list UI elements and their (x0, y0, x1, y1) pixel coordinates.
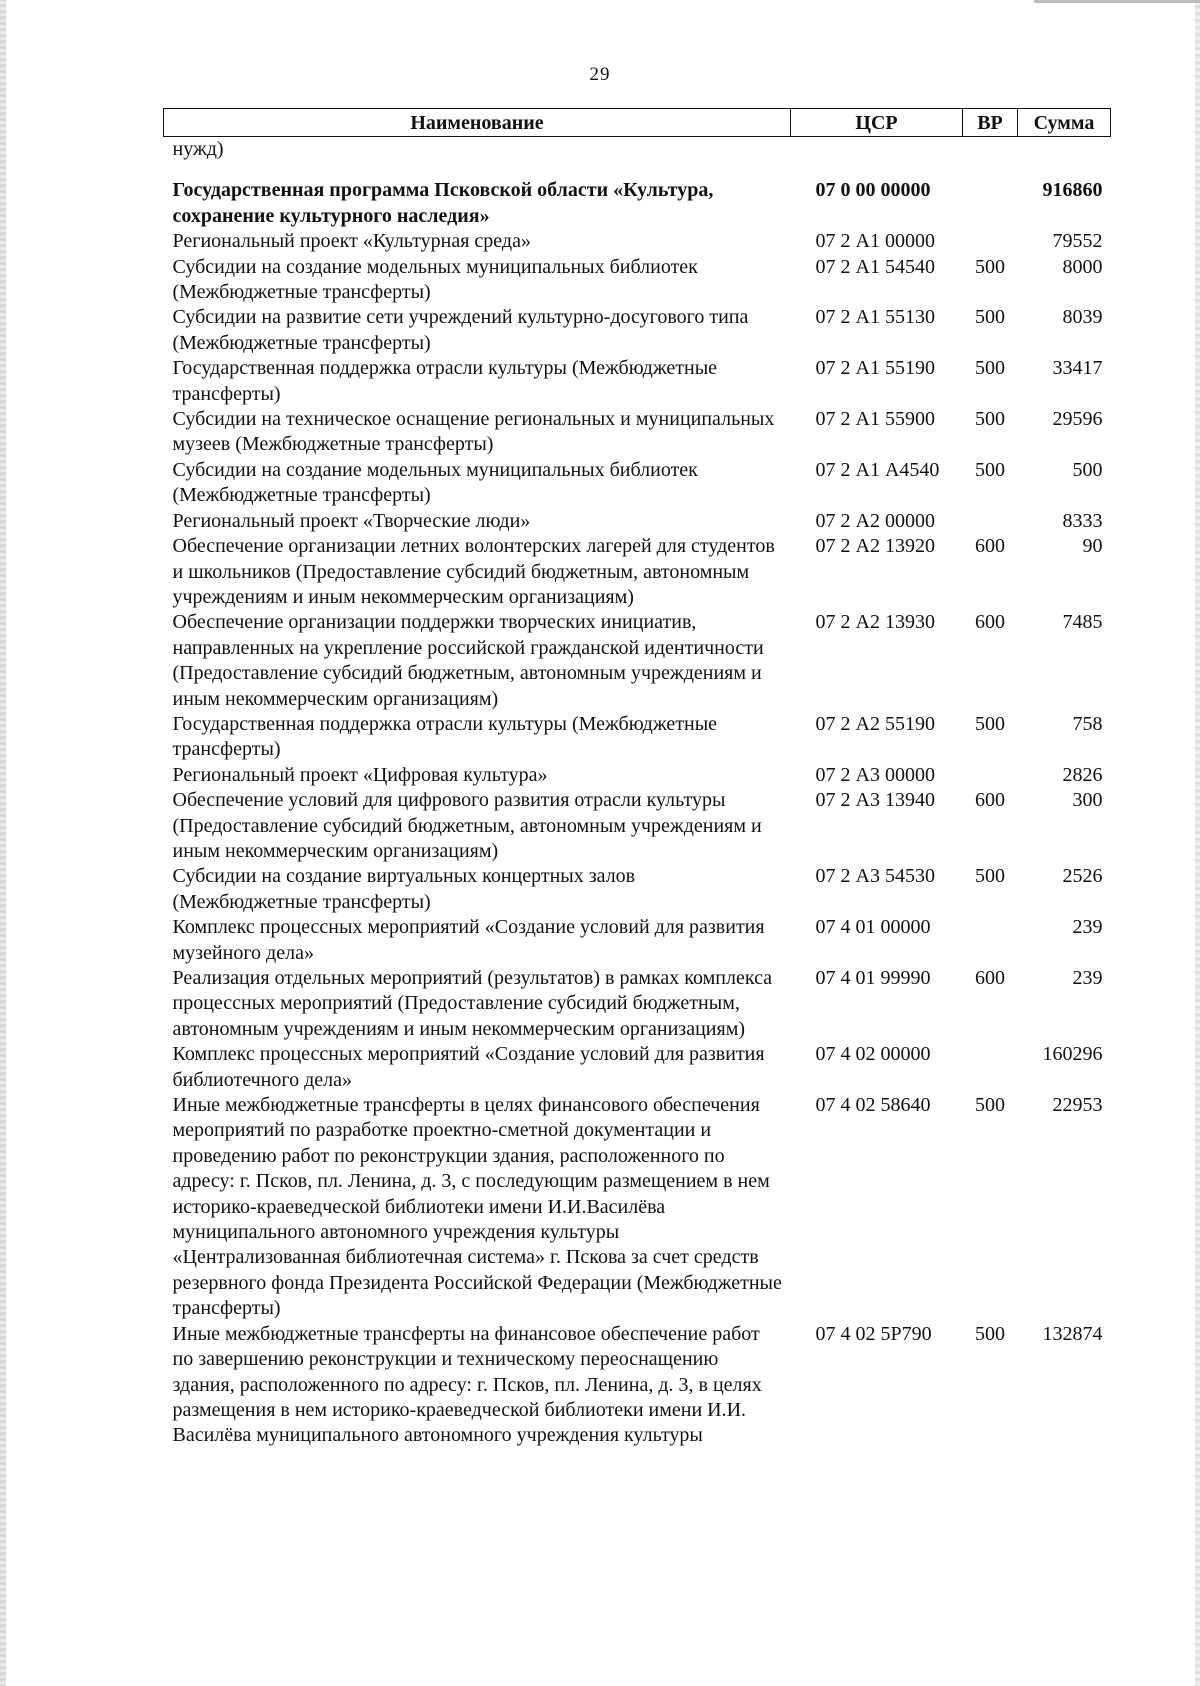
header-row (164, 109, 1111, 137)
table-row (164, 229, 1111, 254)
cell-csr: 07 2 А3 54530 (815, 865, 935, 888)
cell-vr: 500 (975, 712, 1005, 735)
cell-vr (963, 915, 1018, 966)
budget-table (163, 108, 1111, 1449)
cell-name: Обеспечение условий для цифрового развития отрасли культуры (Предоставление субсидий бюджетным, автономным учреждениям и иным некоммерческим организациям) (172, 789, 762, 862)
cell-name: Субсидии на создание виртуальных концертных залов (Межбюджетные трансферты) (172, 865, 636, 913)
cell-sum: 29596 (1052, 408, 1103, 431)
table-row (164, 534, 1111, 610)
cell-csr: 07 2 А1 55190 (815, 357, 935, 380)
cell-csr: 07 2 А3 00000 (815, 763, 935, 786)
scan-edge-top (1034, 0, 1200, 3)
cell-sum: 160296 (1042, 1043, 1103, 1066)
table-row (164, 255, 1111, 306)
table-header (164, 109, 1111, 137)
table-row (164, 305, 1111, 356)
cell-csr: 07 2 А1 55900 (815, 408, 935, 431)
cell-name: Государственная поддержка отрасли культуры (Межбюджетные трансферты) (172, 712, 718, 761)
table-row (164, 915, 1111, 966)
cell-name: Субсидии на техническое оснащение региональных и муниципальных музеев (Межбюджетные трансферты) (172, 408, 775, 456)
cell-vr (963, 509, 1018, 534)
table-row (164, 407, 1111, 458)
cell-name: Комплекс процессных мероприятий «Создание условий для развития музейного дела» (172, 916, 765, 964)
cell-csr: 07 2 А1 А4540 (815, 458, 940, 481)
cell-sum: 90 (1082, 535, 1103, 558)
cell-name: Региональный проект «Творческие люди» (172, 509, 531, 532)
header-sum: Сумма (1018, 109, 1111, 137)
table-row (164, 966, 1111, 1042)
table-row (164, 712, 1111, 763)
cell-sum: 239 (1072, 967, 1103, 989)
cell-name: Комплекс процессных мероприятий «Создание условий для развития библиотечного дела» (172, 1043, 765, 1091)
cell-sum: 79552 (1052, 230, 1103, 253)
cell-csr: 07 4 02 5Р790 (815, 1322, 932, 1345)
table-row (164, 1042, 1111, 1093)
cell-csr: 07 4 01 00000 (815, 916, 931, 939)
cell-csr: 07 2 А2 55190 (815, 712, 935, 735)
cell-name: Государственная программа Псковской области «Культура, сохранение культурного наследия» (172, 179, 714, 227)
cell-sum: 239 (1072, 916, 1103, 939)
cell-sum: 7485 (1062, 611, 1103, 634)
cell-sum: 758 (1072, 712, 1103, 735)
table-row (164, 162, 1111, 229)
cell-name: Субсидии на создание модельных муниципальных библиотек (Межбюджетные трансферты) (172, 255, 698, 304)
cell-sum: 300 (1072, 789, 1103, 812)
cell-name: Региональный проект «Культурная среда» (172, 230, 531, 253)
table-row (164, 509, 1111, 534)
cell-vr: 500 (975, 458, 1005, 481)
cell-sum: 500 (1072, 458, 1103, 481)
cell-sum (1018, 137, 1111, 163)
cell-sum: 22953 (1052, 1094, 1103, 1117)
cell-csr: 07 4 02 00000 (815, 1043, 931, 1066)
header-vr: ВР (963, 109, 1018, 137)
cell-csr: 07 4 02 58640 (815, 1094, 931, 1117)
cell-csr: 07 2 А1 00000 (815, 230, 935, 253)
cell-name: Обеспечение организации летних волонтерских лагерей для студентов и школьников (Предоставление субсидий бюджетным, автономным учреждениям и иным некоммерческим организациям) (172, 535, 775, 608)
cell-vr (963, 1042, 1018, 1093)
cell-name: Субсидии на развитие сети учреждений культурно-досугового типа (Межбюджетные трансферты) (172, 306, 749, 354)
table-row (164, 458, 1111, 509)
cell-vr: 500 (975, 865, 1005, 888)
table-row (164, 610, 1111, 712)
cell-vr: 500 (975, 306, 1005, 329)
cell-vr (963, 763, 1018, 788)
cell-name: Иные межбюджетные трансферты в целях финансового обеспечения мероприятий по разработке проектно-сметной документации и проведению работ по реконструкции здания, расположенного по адресу: г. Псков, пл. Ленина, д. 3, с последующим размещением в нем историко-краеведческой библиотеки имени И.И.Василёва муниципального автономного учреждения культуры «Централизованная библиотечная система» г. Пскова за счет средств резервного фонда Президента Российской Федерации (Межбюджетные трансферты) (172, 1094, 782, 1320)
cell-csr: 07 2 А3 13940 (815, 789, 935, 812)
cell-vr (963, 137, 1018, 163)
table-row (164, 763, 1111, 788)
table-row (164, 1093, 1111, 1322)
cell-name: Субсидии на создание модельных муниципальных библиотек (Межбюджетные трансферты) (172, 458, 698, 507)
cell-csr (791, 137, 963, 163)
header-name: Наименование (164, 109, 791, 137)
table-row (164, 788, 1111, 864)
cell-csr: 07 2 А1 55130 (815, 306, 935, 329)
table-row (164, 864, 1111, 915)
cell-vr: 600 (975, 789, 1005, 812)
cell-name: Обеспечение организации поддержки творческих инициатив, направленных на укрепление российской гражданской идентичности (Предоставление субсидий бюджетным, автономным учреждениям и иным некоммерческим организациям) (172, 611, 764, 710)
table-row (164, 356, 1111, 407)
cell-csr: 07 0 00 00000 (815, 179, 931, 202)
cell-name: Региональный проект «Цифровая культура» (172, 763, 548, 786)
header-csr: ЦСР (791, 109, 963, 137)
cell-sum: 2826 (1062, 763, 1103, 786)
cell-csr: 07 2 А1 54540 (815, 255, 935, 278)
cell-sum: 132874 (1042, 1322, 1103, 1345)
cell-vr: 600 (975, 535, 1005, 558)
cell-vr: 500 (975, 357, 1005, 380)
cell-sum: 8000 (1062, 255, 1103, 278)
table-row (164, 1322, 1111, 1449)
cell-vr: 600 (975, 967, 1005, 989)
cell-sum: 2526 (1062, 865, 1103, 888)
cell-name: нужд) (172, 138, 224, 160)
cell-csr: 07 2 А2 13920 (815, 535, 935, 558)
cell-vr: 500 (975, 408, 1005, 431)
cell-sum: 8039 (1062, 306, 1103, 329)
scan-edge-right (1195, 0, 1200, 1686)
page-number: 29 (589, 64, 611, 85)
table-row (164, 137, 1111, 163)
cell-csr: 07 4 01 99990 (815, 967, 931, 989)
cell-name: Реализация отдельных мероприятий (результатов) в рамках комплекса процессных мероприятий (Предоставление субсидий бюджетным, автономным учреждениям и иным некоммерческим организациям) (172, 967, 773, 1040)
cell-name: Государственная поддержка отрасли культуры (Межбюджетные трансферты) (172, 357, 718, 405)
cell-vr (963, 162, 1018, 229)
cell-vr: 500 (975, 255, 1005, 278)
cell-vr (963, 229, 1018, 254)
cell-sum: 33417 (1052, 357, 1103, 380)
cell-sum: 8333 (1062, 509, 1103, 532)
cell-vr: 600 (975, 611, 1005, 634)
table-body (164, 137, 1111, 1449)
cell-vr: 500 (975, 1094, 1005, 1117)
cell-sum: 916860 (1042, 179, 1103, 202)
scan-edge-left (0, 0, 6, 1686)
cell-csr: 07 2 А2 00000 (815, 509, 935, 532)
cell-name: Иные межбюджетные трансферты на финансовое обеспечение работ по завершению реконструкции и техническому переоснащению здания, расположенного по адресу: г. Псков, пл. Ленина, д. 3, в целях размещения в нем историко-краеведческой библиотеки имени И.И. Василёва муниципального автономного учреждения культуры (172, 1322, 762, 1447)
cell-csr: 07 2 А2 13930 (815, 611, 935, 634)
cell-vr: 500 (975, 1322, 1005, 1345)
